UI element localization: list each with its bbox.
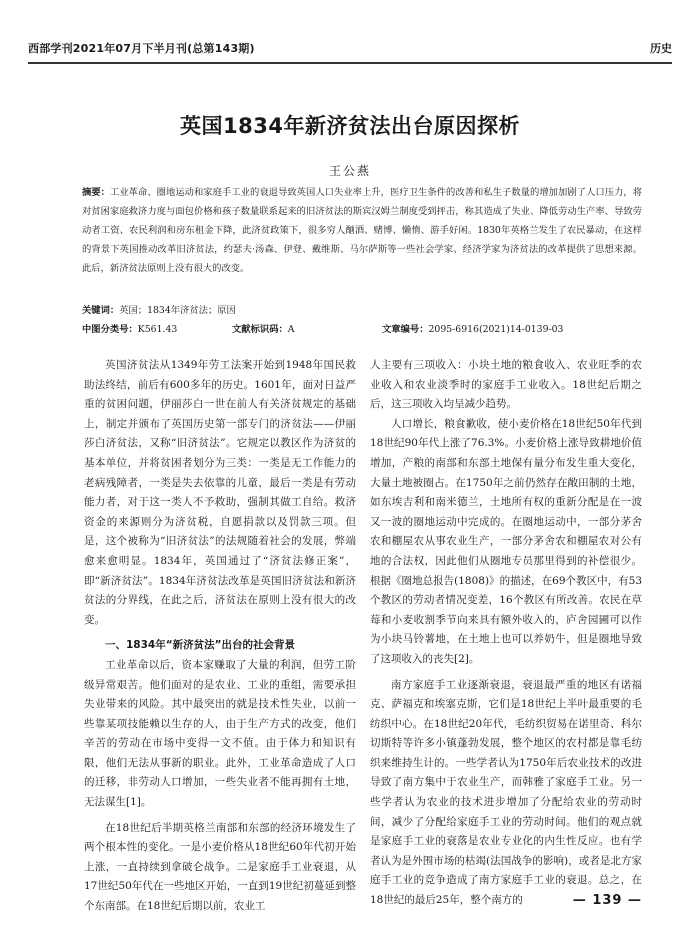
paragraph: 人主要有三项收入：小块土地的粮食收入、农业旺季的农业收入和农业淡季时的家庭手工业收入。18世纪后期之后，这三项收入均呈减少趋势。 [370, 359, 642, 411]
paragraph: 南方家庭手工业逐渐衰退，衰退最严重的地区有诺福克、萨福克和埃塞克斯，它们是18世纪上半叶最重要的毛纺织中心。在18世纪20年代，毛纺织贸易在诺里奇、科尔切斯特等许多小镇蓬勃发展，整个地区的农村都是靠毛纺织来维持生计的。一些学者认为1750年后农业技术的改进导致了南方集中于农业生产，而韩雅了家庭手工业。另一些学者认为农业的技术进步增加了分配给农业的劳动时间，减少了分配给家庭手工业的劳动时间。他们的观点就是家庭手工业的衰落是农业专业化的内生性反应。也有学者认为是外围市场的枯竭(法国战争的影响)，或者是北方家庭手工业的竞争造成了南方家庭手工业的衰退。总之，在18世纪的最后25年，整个南方的 [370, 678, 642, 907]
abstract-label: 摘要： [82, 187, 111, 198]
section-label: 历史 [650, 42, 672, 55]
author-name: 王公燕 [328, 164, 371, 178]
document-code [232, 321, 295, 335]
running-header [28, 40, 672, 64]
keywords [82, 302, 236, 316]
paragraph: 人口增长，粮食歉收，使小麦价格在18世纪50年代到18世纪90年代上涨了76.3%。小麦价格上涨导致耕地价值增加，产粮的南部和东部土地保有量分布发生重大变化，大量土地被圈占。在1750年之前仍然存在敞田制的土地，如东埃吉利和南米德兰，土地所有权的重新分配是在一波又一波的圈地运动中完成的。在圈地运动中，一部分茅舍农和棚屋农从事农业生产，一部分茅舍农和棚屋农对公有地的合法权，因此他们从圈地专员那里得到的补偿很少。根据《圈地总报告(1808)》的描述，在69个教区中，有53个教区的劳动者情况变差，16个教区有所改善。农民在草莓和小麦收割季节向来具有额外收入的，庐舍园圃可以作为小块马铃薯地，在土地上也可以养奶牛，但是圈地导致了这项收入的丧失[2]。 [370, 417, 642, 665]
paragraph: 英国济贫法从1349年劳工法案开始到1948年国民救助法终结，前后有600多年的历史。1601年，面对日益严重的贫困问题，伊丽莎白一世在前人有关济贫规定的基础上，制定并颁布了英国历史第一部专门的济贫法——伊丽莎白济贫法，又称“旧济贫法”。它规定以教区作为济贫的基本单位，并将贫困者划分为三类：一类是无工作能力的老病残障者，一类是失去依靠的儿童，最后一类是有劳动能力者，对于这一类人不予救助，强制其做工自给。救济资金的来源则分为济贫税，自愿捐款以及罚款三项。但是，这个被称为“旧济贫法”的法规随着社会的发展，弊端愈来愈明显。1834年，英国通过了“济贫法修正案”，即“新济贫法”。1834年济贫法改革是英国旧济贫法和新济贫法的分界线，在此之后，济贫法在原则上没有很大的改变。 [84, 359, 356, 626]
article-number [382, 321, 563, 335]
paragraph: 在18世纪后半期英格兰南部和东部的经济环境发生了两个根本性的变化。一是小麦价格从18世纪60年代初开始上涨，一直持续到拿破仑战争。二是家庭手工业衰退，从17世纪50年代在一些地区开始，一直到19世纪初蔓延到整个东南部。在18世纪后期以前，农业工 [84, 821, 356, 913]
clc-label: 中图分类号： [82, 324, 138, 335]
clc-number [82, 321, 177, 335]
clc-value: K561.43 [137, 324, 178, 335]
doc-label: 文献标识码： [232, 324, 288, 335]
journal-info: 西部学刊2021年07月下半月刊(总第143期) [28, 42, 255, 55]
right-column [370, 356, 642, 911]
article-label: 文章编号： [382, 324, 429, 335]
keywords-label: 关键词： [82, 305, 120, 316]
keywords-text: 英国；1834年济贫法；原因 [119, 305, 236, 316]
article-title: 英国1834年新济贫法出台原因探析 [180, 114, 520, 138]
paragraph: 工业革命以后，资本家赚取了大量的利润，但劳工阶级异常艰苦。他们面对的是农业、工业的重组，需要承担失业带来的风险。其中最突出的就是技术性失业，以前一些靠某项技能赖以生存的人，由于生产方式的改变，他们辛苦的劳动在市场中变得一文不值。由于体力和知识有限，他们无法从事新的职业。此外，工业革命造成了人口的迁移，非劳动人口增加，一些失业者不能再拥有土地，无法谋生[1]。 [84, 658, 356, 809]
page-number: — 139 — [572, 893, 642, 908]
abstract [82, 183, 642, 278]
article-value: 2095-6916(2021)14-0139-03 [428, 324, 564, 335]
left-column [84, 356, 356, 917]
section-heading: 一、1834年“新济贫法”出台的社会背景 [105, 639, 296, 652]
abstract-text: 工业革命、圈地运动和家庭手工业的衰退导致英国人口失业率上升，医疗卫生条件的改善和私生子数量的增加加剧了人口压力，将对贫困家庭救济力度与面包价格和孩子数量联系起来的旧济贫法的斯宾汉姆兰制度受到抨击，称其造成了失业、降低劳动生产率、导致劳动者工资、农民利润和房东租金下降，此济贫政策下，很多穷人酗酒、赌博、懒惰、游手好闲。1830年英格兰发生了农民暴动，在这样的背景下英国推动改革旧济贫法，约瑟夫·汤森、伊登、戴维斯、马尔萨斯等一些社会学家、经济学家为济贫法的改革提供了思想来源。此后，新济贫法原则上没有很大的改变。 [82, 187, 642, 274]
doc-value: A [287, 324, 295, 335]
